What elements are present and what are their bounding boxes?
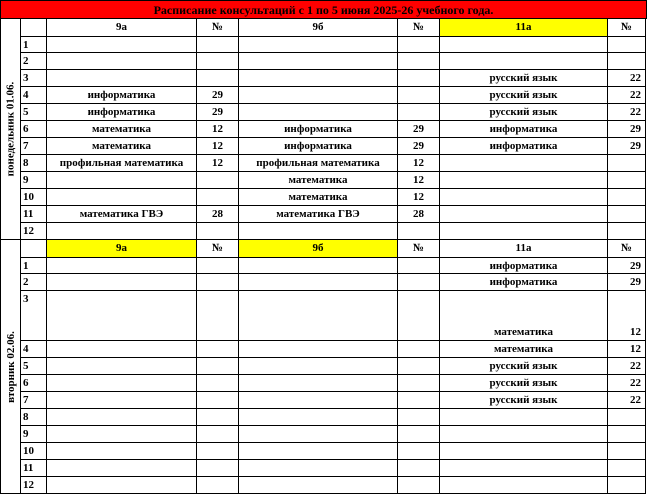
subject-11a: информатика xyxy=(440,258,608,274)
room-9b xyxy=(398,375,440,392)
room-9b: 12 xyxy=(398,172,440,189)
room-11a xyxy=(608,409,646,426)
room-11a xyxy=(608,426,646,443)
subject-11a: русский язык xyxy=(440,104,608,121)
header-lesson-cell xyxy=(21,19,47,37)
subject-9b xyxy=(239,291,398,341)
subject-9a xyxy=(47,443,197,460)
subject-9b: информатика xyxy=(239,138,398,155)
room-9b xyxy=(398,87,440,104)
room-9a xyxy=(197,223,239,240)
header-class-11a: 11а xyxy=(440,240,608,258)
lesson-number: 10 xyxy=(21,189,47,206)
room-9b xyxy=(398,223,440,240)
subject-9a xyxy=(47,172,197,189)
lesson-number: 1 xyxy=(21,258,47,274)
room-9a xyxy=(197,37,239,53)
lesson-number: 4 xyxy=(21,341,47,358)
room-9a xyxy=(197,53,239,70)
lesson-number: 10 xyxy=(21,443,47,460)
room-9b: 29 xyxy=(398,138,440,155)
subject-9a xyxy=(47,460,197,477)
subject-11a xyxy=(440,443,608,460)
sheet-title: Расписание консультаций с 1 по 5 июня 2025-26 учебного года. xyxy=(0,0,647,19)
header-lesson-cell xyxy=(21,240,47,258)
subject-9b: математика ГВЭ xyxy=(239,206,398,223)
room-9a xyxy=(197,477,239,494)
subject-9a xyxy=(47,37,197,53)
subject-11a: русский язык xyxy=(440,70,608,87)
subject-9a: математика ГВЭ xyxy=(47,206,197,223)
header-room-sign: № xyxy=(398,240,440,258)
room-11a xyxy=(608,206,646,223)
subject-9b xyxy=(239,37,398,53)
header-class-9a: 9а xyxy=(47,240,197,258)
room-9b xyxy=(398,70,440,87)
header-room-sign: № xyxy=(197,19,239,37)
subject-11a: информатика xyxy=(440,274,608,291)
subject-11a xyxy=(440,172,608,189)
subject-9b xyxy=(239,258,398,274)
room-11a xyxy=(608,460,646,477)
subject-9b: профильная математика xyxy=(239,155,398,172)
subject-11a: информатика xyxy=(440,138,608,155)
room-9b xyxy=(398,358,440,375)
room-11a: 22 xyxy=(608,375,646,392)
subject-9a xyxy=(47,53,197,70)
room-11a xyxy=(608,155,646,172)
subject-9a: математика xyxy=(47,121,197,138)
room-11a xyxy=(608,37,646,53)
room-9a: 28 xyxy=(197,206,239,223)
room-9b xyxy=(398,392,440,409)
room-9a: 29 xyxy=(197,104,239,121)
lesson-number: 11 xyxy=(21,460,47,477)
room-9a xyxy=(197,358,239,375)
subject-9a xyxy=(47,392,197,409)
subject-9a: математика xyxy=(47,138,197,155)
subject-9b: информатика xyxy=(239,121,398,138)
subject-11a xyxy=(440,223,608,240)
subject-9a xyxy=(47,258,197,274)
subject-9b xyxy=(239,70,398,87)
room-11a: 29 xyxy=(608,138,646,155)
subject-9a: информатика xyxy=(47,104,197,121)
room-11a xyxy=(608,223,646,240)
header-class-9b: 9б xyxy=(239,240,398,258)
lesson-number: 3 xyxy=(21,70,47,87)
room-11a: 22 xyxy=(608,87,646,104)
room-9a xyxy=(197,258,239,274)
room-9a xyxy=(197,460,239,477)
subject-9a xyxy=(47,223,197,240)
room-9b xyxy=(398,104,440,121)
room-9a xyxy=(197,443,239,460)
subject-9a xyxy=(47,189,197,206)
subject-11a: математика xyxy=(440,341,608,358)
subject-9b xyxy=(239,409,398,426)
subject-9b xyxy=(239,392,398,409)
subject-11a xyxy=(440,409,608,426)
room-11a: 22 xyxy=(608,70,646,87)
lesson-number: 5 xyxy=(21,358,47,375)
room-9a xyxy=(197,426,239,443)
room-11a xyxy=(608,189,646,206)
lesson-number: 6 xyxy=(21,121,47,138)
room-9b xyxy=(398,274,440,291)
room-9b xyxy=(398,341,440,358)
room-9a xyxy=(197,189,239,206)
subject-9b xyxy=(239,87,398,104)
room-11a: 29 xyxy=(608,274,646,291)
room-9b xyxy=(398,37,440,53)
room-9b xyxy=(398,460,440,477)
subject-11a xyxy=(440,206,608,223)
room-9a xyxy=(197,341,239,358)
room-9a xyxy=(197,70,239,87)
subject-11a xyxy=(440,155,608,172)
subject-11a: математика xyxy=(440,291,608,341)
lesson-number: 4 xyxy=(21,87,47,104)
subject-9b xyxy=(239,53,398,70)
subject-9b: математика xyxy=(239,189,398,206)
subject-9b xyxy=(239,460,398,477)
subject-9b: математика xyxy=(239,172,398,189)
room-9b xyxy=(398,409,440,426)
subject-9b xyxy=(239,341,398,358)
lesson-number: 8 xyxy=(21,155,47,172)
subject-9b xyxy=(239,426,398,443)
room-9a: 29 xyxy=(197,87,239,104)
lesson-number: 7 xyxy=(21,392,47,409)
lesson-number: 2 xyxy=(21,274,47,291)
header-class-9a: 9а xyxy=(47,19,197,37)
day-label xyxy=(0,240,21,494)
room-11a: 12 xyxy=(608,341,646,358)
day-label-text: понедельник 01.06. xyxy=(4,81,17,177)
subject-9a: информатика xyxy=(47,87,197,104)
subject-11a xyxy=(440,477,608,494)
subject-9a xyxy=(47,375,197,392)
room-9b xyxy=(398,477,440,494)
subject-11a xyxy=(440,53,608,70)
subject-9a xyxy=(47,70,197,87)
subject-9b xyxy=(239,375,398,392)
room-9b: 29 xyxy=(398,121,440,138)
room-9a xyxy=(197,392,239,409)
lesson-number: 6 xyxy=(21,375,47,392)
room-11a: 29 xyxy=(608,258,646,274)
subject-9b xyxy=(239,104,398,121)
subject-9a xyxy=(47,341,197,358)
header-class-11a: 11а xyxy=(440,19,608,37)
subject-9a xyxy=(47,477,197,494)
room-11a xyxy=(608,172,646,189)
subject-9a xyxy=(47,409,197,426)
subject-11a xyxy=(440,189,608,206)
room-9b: 12 xyxy=(398,189,440,206)
lesson-number: 8 xyxy=(21,409,47,426)
room-9b: 12 xyxy=(398,155,440,172)
subject-9b xyxy=(239,477,398,494)
room-9b xyxy=(398,291,440,341)
room-11a xyxy=(608,53,646,70)
header-class-9b: 9б xyxy=(239,19,398,37)
header-room-sign: № xyxy=(608,19,646,37)
room-9a: 12 xyxy=(197,121,239,138)
room-9b xyxy=(398,53,440,70)
subject-9b xyxy=(239,358,398,375)
header-room-sign: № xyxy=(608,240,646,258)
room-11a xyxy=(608,477,646,494)
lesson-number: 12 xyxy=(21,477,47,494)
day-label xyxy=(0,19,21,240)
room-9a xyxy=(197,172,239,189)
room-9a: 12 xyxy=(197,155,239,172)
header-room-sign: № xyxy=(398,19,440,37)
subject-11a: русский язык xyxy=(440,375,608,392)
lesson-number: 3 xyxy=(21,291,47,341)
lesson-number: 7 xyxy=(21,138,47,155)
lesson-number: 1 xyxy=(21,37,47,53)
subject-9a: профильная математика xyxy=(47,155,197,172)
subject-11a: русский язык xyxy=(440,392,608,409)
subject-11a xyxy=(440,426,608,443)
subject-9a xyxy=(47,291,197,341)
lesson-number: 11 xyxy=(21,206,47,223)
lesson-number: 12 xyxy=(21,223,47,240)
lesson-number: 9 xyxy=(21,426,47,443)
subject-11a: русский язык xyxy=(440,87,608,104)
day-label-text: вторник 02.06. xyxy=(4,330,17,403)
subject-9b xyxy=(239,274,398,291)
room-11a: 12 xyxy=(608,291,646,341)
room-9a xyxy=(197,375,239,392)
room-9a: 12 xyxy=(197,138,239,155)
subject-9a xyxy=(47,358,197,375)
header-room-sign: № xyxy=(197,240,239,258)
room-9a xyxy=(197,274,239,291)
subject-11a: информатика xyxy=(440,121,608,138)
room-9a xyxy=(197,291,239,341)
room-9b xyxy=(398,443,440,460)
lesson-number: 5 xyxy=(21,104,47,121)
subject-11a: русский язык xyxy=(440,358,608,375)
room-9b: 28 xyxy=(398,206,440,223)
room-9b xyxy=(398,258,440,274)
lesson-number: 2 xyxy=(21,53,47,70)
subject-9b xyxy=(239,223,398,240)
room-9a xyxy=(197,409,239,426)
room-11a: 22 xyxy=(608,392,646,409)
subject-11a xyxy=(440,460,608,477)
room-9b xyxy=(398,426,440,443)
subject-9b xyxy=(239,443,398,460)
lesson-number: 9 xyxy=(21,172,47,189)
subject-9a xyxy=(47,274,197,291)
room-11a: 22 xyxy=(608,104,646,121)
subject-9a xyxy=(47,426,197,443)
room-11a: 29 xyxy=(608,121,646,138)
room-11a xyxy=(608,443,646,460)
room-11a: 22 xyxy=(608,358,646,375)
subject-11a xyxy=(440,37,608,53)
